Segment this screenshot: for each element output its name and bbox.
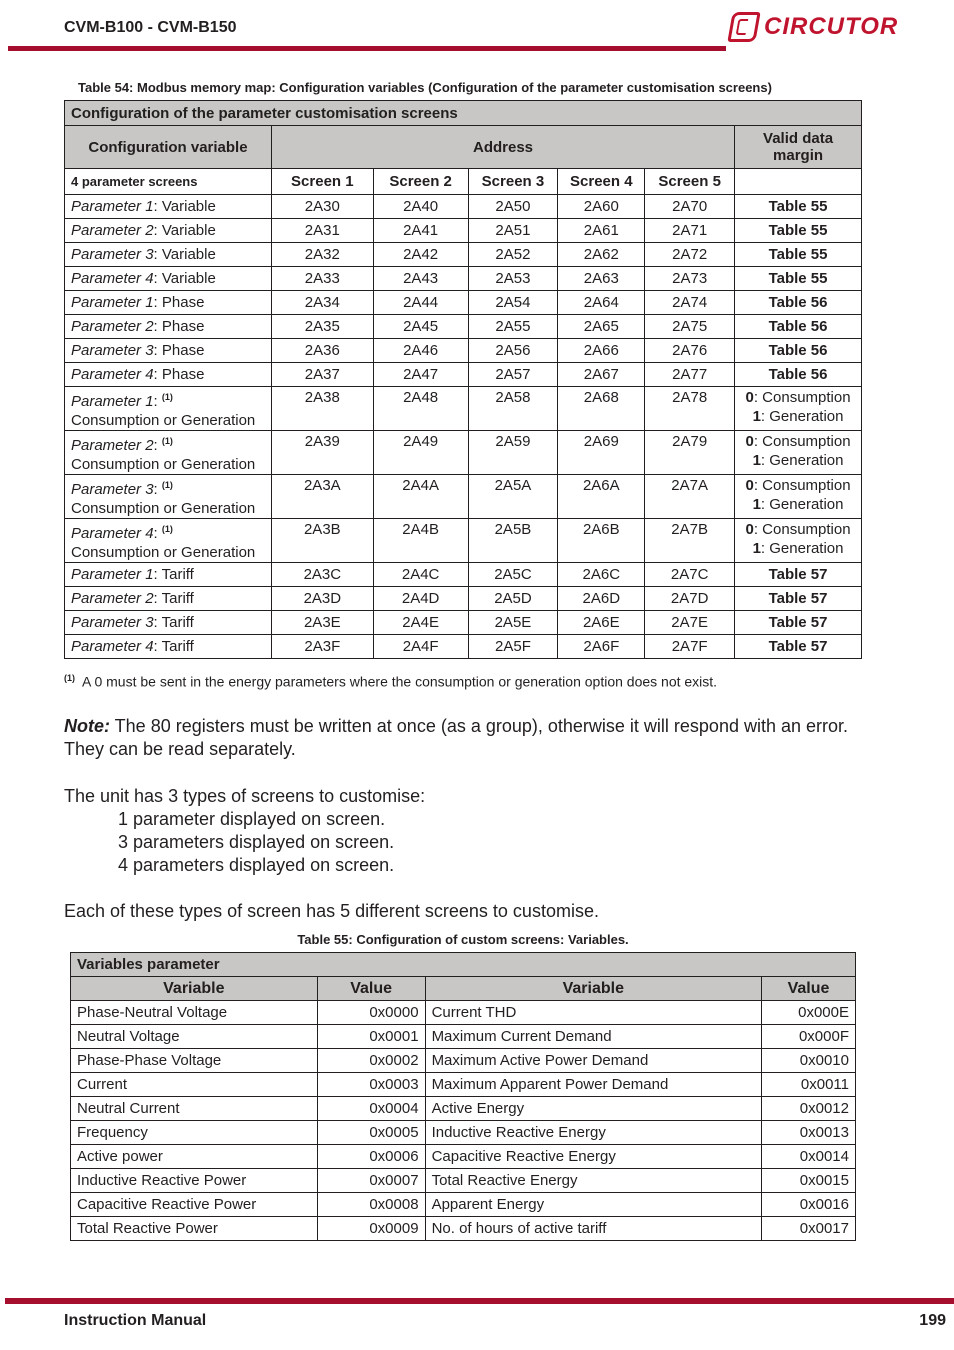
variable-cell: Maximum Current Demand [425, 1025, 761, 1049]
address-cell: 2A58 [468, 387, 558, 431]
address-cell: 2A35 [271, 315, 373, 339]
table-row [65, 339, 862, 363]
address-cell: 2A79 [645, 431, 735, 475]
address-cell: 2A7B [645, 519, 735, 563]
value-cell: 0x0013 [762, 1121, 856, 1145]
value-cell: 0x0014 [762, 1145, 856, 1169]
address-cell: 2A5F [468, 635, 558, 659]
col-value: Value [317, 977, 425, 1001]
variable-cell: Maximum Active Power Demand [425, 1049, 761, 1073]
option-value: 1 [752, 496, 761, 513]
col-value: Value [762, 977, 856, 1001]
footnote-mark: (1) [64, 673, 75, 683]
param-suffix: : Variable [153, 270, 216, 287]
option-label: : Generation [760, 540, 844, 557]
value-cell: 0x0012 [762, 1097, 856, 1121]
note-paragraph [64, 715, 874, 761]
address-cell: 2A36 [271, 339, 373, 363]
variable-cell: Maximum Apparent Power Demand [425, 1073, 761, 1097]
value-cell: 0x000F [762, 1025, 856, 1049]
variable-cell: Current THD [425, 1001, 761, 1025]
variable-cell: Inductive Reactive Power [71, 1169, 318, 1193]
param-line2: Consumption or Generation [71, 412, 256, 429]
value-cell: 0x0008 [317, 1193, 425, 1217]
table-row [65, 267, 862, 291]
address-cell: 2A47 [373, 363, 468, 387]
address-cell: 2A5E [468, 611, 558, 635]
valid-margin-cell: Table 57 [735, 587, 862, 611]
table-row [71, 1001, 856, 1025]
type-item: 1 parameter displayed on screen. [118, 809, 386, 829]
variable-cell: Capacitive Reactive Energy [425, 1145, 761, 1169]
address-cell: 2A71 [645, 219, 735, 243]
config-variable-cell [65, 587, 272, 611]
address-cell: 2A4E [373, 611, 468, 635]
address-cell: 2A33 [271, 267, 373, 291]
variable-cell: Neutral Current [71, 1097, 318, 1121]
address-cell: 2A34 [271, 291, 373, 315]
address-cell: 2A5D [468, 587, 558, 611]
types-intro: The unit has 3 types of screens to customise: [64, 786, 426, 806]
table55-caption: Table 55: Configuration of custom screens: Variables. [297, 932, 629, 947]
address-cell: 2A6A [558, 475, 645, 519]
address-cell: 2A68 [558, 387, 645, 431]
address-cell: 2A6F [558, 635, 645, 659]
param-name: Parameter 1 [71, 294, 154, 311]
value-cell: 0x0009 [317, 1217, 425, 1241]
address-cell: 2A30 [271, 195, 373, 219]
table54-caption: Table 54: Modbus memory map: Configuration variables (Configuration of the parameter customisation screens) [78, 80, 772, 95]
table-row [65, 363, 862, 387]
address-cell: 2A4D [373, 587, 468, 611]
param-suffix: : Phase [153, 366, 205, 383]
address-cell: 2A3A [271, 475, 373, 519]
address-cell: 2A43 [373, 267, 468, 291]
config-variable-cell [65, 635, 272, 659]
table-row [65, 243, 862, 267]
type-item: 3 parameters displayed on screen. [118, 832, 395, 852]
param-suffix: : Tariff [153, 638, 194, 655]
header-title: CVM-B100 - CVM-B150 [64, 19, 237, 36]
valid-margin-cell [735, 387, 862, 431]
variable-cell: Active Energy [425, 1097, 761, 1121]
screen-header: Screen 2 [373, 169, 468, 195]
valid-margin-cell [735, 431, 862, 475]
table-row [65, 291, 862, 315]
param-name: Parameter 3 [71, 246, 154, 263]
address-cell: 2A39 [271, 431, 373, 475]
note-label: Note: [64, 716, 110, 736]
param-suffix: : Tariff [153, 614, 194, 631]
param-suffix: : Phase [153, 294, 205, 311]
param-suffix: : Phase [153, 318, 205, 335]
address-cell: 2A6D [558, 587, 645, 611]
address-cell: 2A40 [373, 195, 468, 219]
param-name: Parameter 2 [71, 590, 154, 607]
address-cell: 2A61 [558, 219, 645, 243]
variable-cell: Total Reactive Energy [425, 1169, 761, 1193]
address-cell: 2A56 [468, 339, 558, 363]
valid-margin-cell: Table 55 [735, 243, 862, 267]
variable-cell: Active power [71, 1145, 318, 1169]
value-cell: 0x0015 [762, 1169, 856, 1193]
valid-margin-cell: Table 55 [735, 219, 862, 243]
footnote-ref: (1) [161, 480, 173, 490]
address-cell: 2A72 [645, 243, 735, 267]
address-cell: 2A60 [558, 195, 645, 219]
table-row [65, 219, 862, 243]
circutor-logo [730, 10, 898, 44]
table-row [65, 635, 862, 659]
footnote-text: A 0 must be sent in the energy parameters where the consumption or generation option does not exist. [82, 673, 718, 690]
address-cell: 2A69 [558, 431, 645, 475]
config-variable-cell [65, 339, 272, 363]
address-cell: 2A74 [645, 291, 735, 315]
table-row [71, 1121, 856, 1145]
option-label: : Consumption [753, 521, 851, 538]
table-row [71, 1217, 856, 1241]
variable-cell: Current [71, 1073, 318, 1097]
option-label: : Consumption [753, 477, 851, 494]
param-suffix: : Variable [153, 246, 216, 263]
param-suffix: : Tariff [153, 590, 194, 607]
param-name: Parameter 1 [71, 198, 154, 215]
valid-margin-cell: Table 57 [735, 563, 862, 587]
table-row [71, 1193, 856, 1217]
col-valid-margin: Valid data margin [735, 126, 862, 169]
param-line2: Consumption or Generation [71, 544, 256, 561]
variable-cell: Frequency [71, 1121, 318, 1145]
config-variable-cell [65, 611, 272, 635]
address-cell: 2A5A [468, 475, 558, 519]
valid-margin-cell: Table 55 [735, 195, 862, 219]
option-value: 1 [752, 408, 761, 425]
address-cell: 2A4A [373, 475, 468, 519]
address-cell: 2A3D [271, 587, 373, 611]
param-name: Parameter 2 [71, 437, 154, 454]
sub-label: 4 parameter screens [65, 169, 272, 195]
value-cell: 0x0005 [317, 1121, 425, 1145]
table-row [65, 387, 862, 431]
option-label: : Generation [760, 452, 844, 469]
col-address: Address [271, 126, 734, 169]
address-cell: 2A3B [271, 519, 373, 563]
param-name: Parameter 1 [71, 393, 154, 410]
valid-margin-cell: Table 57 [735, 635, 862, 659]
note-text: The 80 registers must be written at once (as a group), otherwise it will respond with an error. They can be read separately. [64, 716, 849, 759]
address-cell: 2A7C [645, 563, 735, 587]
col-variable: Variable [71, 977, 318, 1001]
table-row [65, 431, 862, 475]
variable-cell: Apparent Energy [425, 1193, 761, 1217]
variable-cell: Neutral Voltage [71, 1025, 318, 1049]
table-row [65, 195, 862, 219]
screen-header: Screen 1 [271, 169, 373, 195]
address-cell: 2A77 [645, 363, 735, 387]
table-row [65, 475, 862, 519]
page-number: 199 [919, 1312, 946, 1329]
address-cell: 2A6B [558, 519, 645, 563]
table-row [65, 611, 862, 635]
table-row [71, 1073, 856, 1097]
empty-cell [735, 169, 862, 195]
footnote-ref: (1) [161, 392, 173, 402]
address-cell: 2A38 [271, 387, 373, 431]
option-value: 0 [745, 521, 754, 538]
address-cell: 2A31 [271, 219, 373, 243]
address-cell: 2A44 [373, 291, 468, 315]
variable-cell: Phase-Neutral Voltage [71, 1001, 318, 1025]
address-cell: 2A52 [468, 243, 558, 267]
col-variable: Variable [425, 977, 761, 1001]
value-cell: 0x0010 [762, 1049, 856, 1073]
value-cell: 0x0007 [317, 1169, 425, 1193]
option-label: : Consumption [753, 433, 851, 450]
address-cell: 2A42 [373, 243, 468, 267]
option-value: 0 [745, 389, 754, 406]
param-suffix: : Variable [153, 222, 216, 239]
address-cell: 2A45 [373, 315, 468, 339]
valid-margin-cell: Table 56 [735, 339, 862, 363]
address-cell: 2A37 [271, 363, 373, 387]
footnote [64, 673, 717, 690]
valid-margin-cell [735, 475, 862, 519]
param-name: Parameter 2 [71, 318, 154, 335]
config-variable-cell [65, 195, 272, 219]
value-cell: 0x000E [762, 1001, 856, 1025]
address-cell: 2A64 [558, 291, 645, 315]
address-cell: 2A73 [645, 267, 735, 291]
address-cell: 2A53 [468, 267, 558, 291]
table-row [71, 1025, 856, 1049]
option-value: 0 [745, 477, 754, 494]
footer-bar [5, 1298, 954, 1304]
logo-mark-icon [727, 12, 760, 42]
param-line2: Consumption or Generation [71, 456, 256, 473]
footnote-ref: (1) [161, 436, 173, 446]
param-line2: Consumption or Generation [71, 500, 256, 517]
option-label: : Generation [760, 408, 844, 425]
valid-margin-cell: Table 55 [735, 267, 862, 291]
config-variable-cell: Parameter 4: $^{(1)}$ Consumption or Generation [65, 519, 272, 563]
value-cell: 0x0000 [317, 1001, 425, 1025]
table-row [65, 519, 862, 563]
address-cell: 2A65 [558, 315, 645, 339]
variable-cell: Total Reactive Power [71, 1217, 318, 1241]
value-cell: 0x0017 [762, 1217, 856, 1241]
address-cell: 2A67 [558, 363, 645, 387]
param-suffix: : Phase [153, 342, 205, 359]
table55-group-header: Variables parameter [71, 953, 856, 977]
each-paragraph: Each of these types of screen has 5 different screens to customise. [64, 901, 599, 921]
param-suffix: : Tariff [153, 566, 194, 583]
address-cell: 2A75 [645, 315, 735, 339]
param-name: Parameter 2 [71, 222, 154, 239]
config-variable-cell [65, 219, 272, 243]
config-variable-cell [65, 563, 272, 587]
param-name: Parameter 4 [71, 525, 154, 542]
address-cell: 2A55 [468, 315, 558, 339]
address-cell: 2A46 [373, 339, 468, 363]
table-row [71, 1097, 856, 1121]
param-name: Parameter 3 [71, 614, 154, 631]
option-label: : Consumption [753, 389, 851, 406]
value-cell: 0x0002 [317, 1049, 425, 1073]
option-value: 1 [752, 540, 761, 557]
address-cell: 2A48 [373, 387, 468, 431]
type-item: 4 parameters displayed on screen. [118, 855, 395, 875]
param-name: Parameter 3 [71, 481, 154, 498]
header-bar [8, 46, 726, 51]
option-label: : Generation [760, 496, 844, 513]
valid-margin-cell [735, 519, 862, 563]
value-cell: 0x0004 [317, 1097, 425, 1121]
value-cell: 0x0011 [762, 1073, 856, 1097]
config-variable-cell: Parameter 3: $^{(1)}$ Consumption or Generation [65, 475, 272, 519]
address-cell: 2A51 [468, 219, 558, 243]
param-name: Parameter 4 [71, 270, 154, 287]
logo-text: CIRCUTOR [764, 13, 899, 40]
address-cell: 2A4C [373, 563, 468, 587]
address-cell: 2A5B [468, 519, 558, 563]
table-row [65, 587, 862, 611]
config-variable-cell [65, 243, 272, 267]
address-cell: 2A63 [558, 267, 645, 291]
param-suffix: : Variable [153, 198, 216, 215]
address-cell: 2A66 [558, 339, 645, 363]
config-variable-cell [65, 291, 272, 315]
config-variable-cell [65, 267, 272, 291]
option-value: 1 [752, 452, 761, 469]
config-variable-cell: Parameter 2: $^{(1)}$ Consumption or Generation [65, 431, 272, 475]
config-variable-cell: Parameter 1: $^{(1)}$ Consumption or Generation [65, 387, 272, 431]
screen-header: Screen 5 [645, 169, 735, 195]
value-cell: 0x0006 [317, 1145, 425, 1169]
config-variable-cell [65, 315, 272, 339]
variable-cell: Capacitive Reactive Power [71, 1193, 318, 1217]
variable-cell: Phase-Phase Voltage [71, 1049, 318, 1073]
address-cell: 2A7A [645, 475, 735, 519]
config-variable-cell [65, 363, 272, 387]
param-name: Parameter 1 [71, 566, 154, 583]
table-row [71, 1049, 856, 1073]
variable-cell: Inductive Reactive Energy [425, 1121, 761, 1145]
address-cell: 2A3F [271, 635, 373, 659]
address-cell: 2A41 [373, 219, 468, 243]
valid-margin-cell: Table 56 [735, 363, 862, 387]
address-cell: 2A7D [645, 587, 735, 611]
screen-header: Screen 4 [558, 169, 645, 195]
table-row [65, 315, 862, 339]
table54-group-header: Configuration of the parameter customisation screens [65, 101, 862, 126]
table-row [71, 1169, 856, 1193]
variable-cell: No. of hours of active tariff [425, 1217, 761, 1241]
valid-margin-cell: Table 56 [735, 315, 862, 339]
valid-margin-cell: Table 57 [735, 611, 862, 635]
address-cell: 2A7E [645, 611, 735, 635]
table-row [65, 563, 862, 587]
address-cell: 2A54 [468, 291, 558, 315]
address-cell: 2A70 [645, 195, 735, 219]
param-name: Parameter 3 [71, 342, 154, 359]
address-cell: 2A49 [373, 431, 468, 475]
footer-manual-label: Instruction Manual [64, 1312, 207, 1329]
address-cell: 2A3C [271, 563, 373, 587]
table55 [70, 952, 856, 1241]
address-cell: 2A7F [645, 635, 735, 659]
address-cell: 2A59 [468, 431, 558, 475]
value-cell: 0x0001 [317, 1025, 425, 1049]
types-paragraph [64, 785, 874, 877]
valid-margin-cell: Table 56 [735, 291, 862, 315]
option-value: 0 [745, 433, 754, 450]
param-name: Parameter 4 [71, 638, 154, 655]
address-cell: 2A6E [558, 611, 645, 635]
address-cell: 2A50 [468, 195, 558, 219]
address-cell: 2A32 [271, 243, 373, 267]
address-cell: 2A62 [558, 243, 645, 267]
footnote-ref: (1) [161, 524, 173, 534]
value-cell: 0x0016 [762, 1193, 856, 1217]
table54 [64, 100, 862, 659]
param-name: Parameter 4 [71, 366, 154, 383]
address-cell: 2A4B [373, 519, 468, 563]
address-cell: 2A76 [645, 339, 735, 363]
address-cell: 2A5C [468, 563, 558, 587]
table-row [71, 1145, 856, 1169]
address-cell: 2A78 [645, 387, 735, 431]
value-cell: 0x0003 [317, 1073, 425, 1097]
address-cell: 2A4F [373, 635, 468, 659]
address-cell: 2A3E [271, 611, 373, 635]
screen-header: Screen 3 [468, 169, 558, 195]
address-cell: 2A57 [468, 363, 558, 387]
address-cell: 2A6C [558, 563, 645, 587]
col-config-variable: Configuration variable [65, 126, 272, 169]
